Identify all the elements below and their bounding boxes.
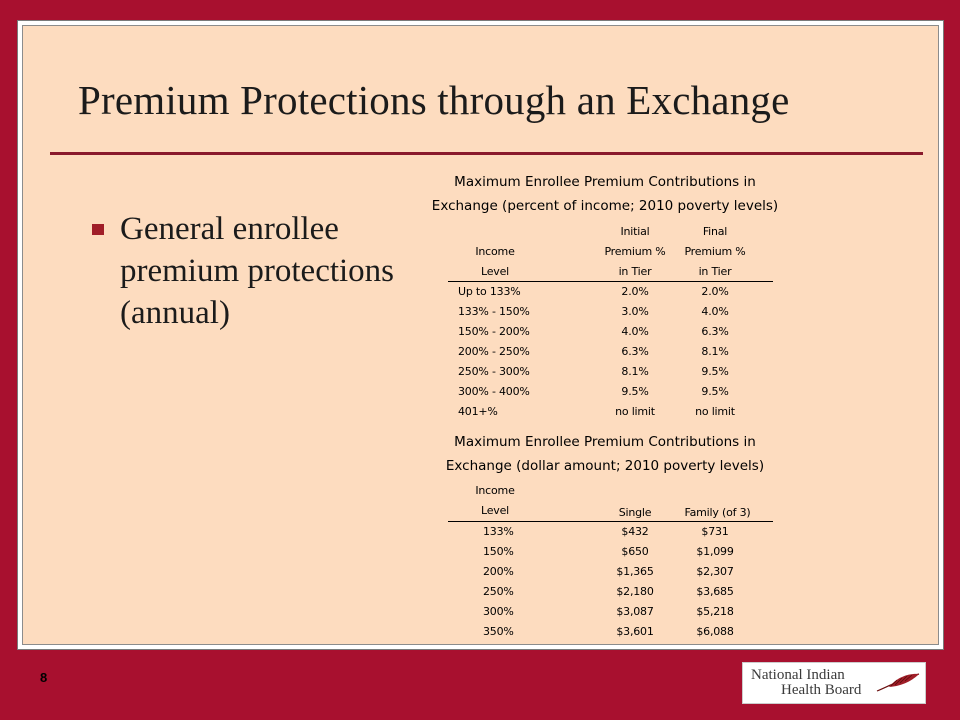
row-single: $650 <box>621 545 649 558</box>
row-final: 8.1% <box>701 345 729 358</box>
row-family: $6,088 <box>696 625 734 638</box>
row-final: 2.0% <box>701 285 729 298</box>
row-final: 4.0% <box>701 305 729 318</box>
column-header: Family (of 3) <box>684 506 751 519</box>
header-rule <box>448 281 773 282</box>
header-rule <box>448 521 773 522</box>
row-final: 6.3% <box>701 325 729 338</box>
bullet-text: General enrollee premium protections (annual) <box>120 211 395 331</box>
column-header: Initial <box>620 225 650 238</box>
row-family: $1,099 <box>696 545 734 558</box>
column-header: Level <box>480 504 510 517</box>
table-title-line: Maximum Enrollee Premium Contributions in <box>454 434 756 450</box>
column-header: Premium % <box>604 245 666 258</box>
row-level: 401+% <box>458 405 498 418</box>
row-level: 150% - 200% <box>458 325 530 338</box>
row-level: 300% <box>483 605 514 618</box>
row-final: 9.5% <box>701 365 729 378</box>
column-header: Income <box>475 245 515 258</box>
column-header: in Tier <box>698 265 732 278</box>
row-single: $3,601 <box>616 625 654 638</box>
row-initial: 3.0% <box>621 305 649 318</box>
nihb-logo <box>742 662 926 704</box>
title-divider <box>50 152 923 155</box>
column-header: Premium % <box>684 245 746 258</box>
logo-text <box>751 668 861 698</box>
page-number: 8 <box>40 670 48 685</box>
row-family: $2,307 <box>696 565 734 578</box>
row-level: 200% - 250% <box>458 345 530 358</box>
premium-dollar-table <box>405 431 805 645</box>
column-header: Income <box>475 484 515 497</box>
row-level: 350% <box>483 625 514 638</box>
column-header: in Tier <box>618 265 652 278</box>
row-initial: 2.0% <box>621 285 649 298</box>
column-header: Single <box>618 506 652 519</box>
slide-frame <box>17 20 944 650</box>
row-final: no limit <box>695 405 735 418</box>
row-level: 250% <box>483 585 514 598</box>
premium-percent-table <box>405 171 805 416</box>
row-single: $2,180 <box>616 585 654 598</box>
bullet-square-icon <box>92 224 104 235</box>
row-initial: 9.5% <box>621 385 649 398</box>
row-initial: 4.0% <box>621 325 649 338</box>
row-level: 300% - 400% <box>458 385 530 398</box>
row-final: 9.5% <box>701 385 729 398</box>
table-title-line: Maximum Enrollee Premium Contributions in <box>454 174 756 190</box>
row-family: $5,218 <box>696 605 734 618</box>
feather-icon <box>875 671 921 695</box>
row-level: 133% <box>483 525 514 538</box>
table-title-line: Exchange (dollar amount; 2010 poverty levels) <box>445 458 765 474</box>
slide-title: Premium Protections through an Exchange <box>78 77 790 123</box>
row-initial: no limit <box>615 405 655 418</box>
row-initial: 6.3% <box>621 345 649 358</box>
slide-content <box>22 25 939 645</box>
row-single: $3,087 <box>616 605 654 618</box>
row-level: Up to 133% <box>458 285 521 298</box>
row-level: 250% - 300% <box>458 365 530 378</box>
table-title-line: Exchange (percent of income; 2010 poverty levels) <box>431 198 779 214</box>
row-level: 150% <box>483 545 514 558</box>
row-single: $432 <box>621 525 649 538</box>
row-single: $1,365 <box>616 565 654 578</box>
logo-line: National Indian <box>751 667 845 683</box>
row-family: $3,685 <box>696 585 734 598</box>
column-header: Final <box>702 225 728 238</box>
row-initial: 8.1% <box>621 365 649 378</box>
row-level: 200% <box>483 565 514 578</box>
row-family: $731 <box>701 525 729 538</box>
row-level: 133% - 150% <box>458 305 530 318</box>
column-header: Level <box>480 265 510 278</box>
logo-line: Health Board <box>781 682 862 698</box>
